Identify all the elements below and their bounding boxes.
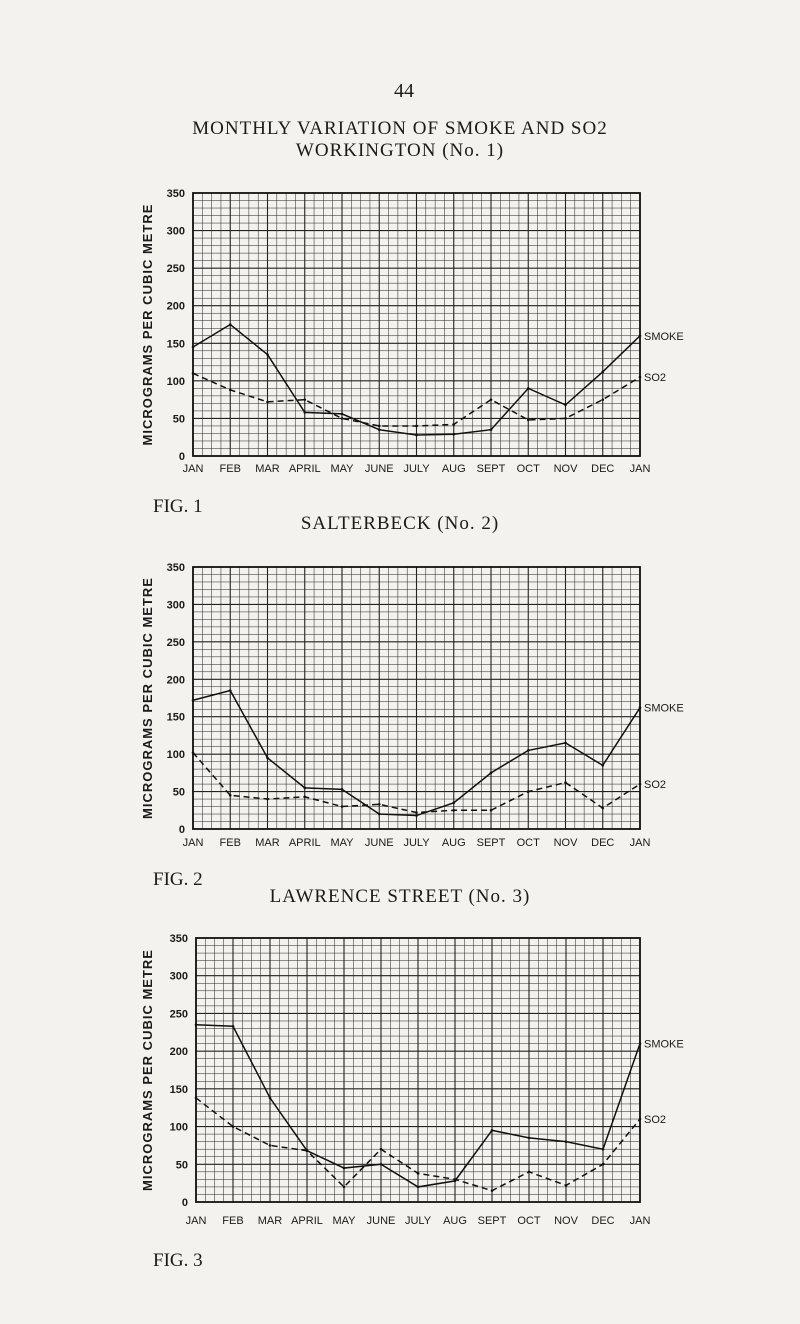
- y-tick-label: 200: [166, 300, 185, 313]
- page-number: 44: [394, 80, 414, 102]
- y-tick-label: 150: [166, 338, 185, 351]
- data-point-so2: [639, 1118, 642, 1121]
- x-tick-label: SEPT: [477, 1215, 507, 1227]
- y-tick-label: 350: [166, 562, 185, 574]
- x-tick-label: MAY: [330, 463, 354, 475]
- grid: [196, 938, 640, 1202]
- x-tick-label: JAN: [629, 463, 651, 475]
- x-tick-label: APRIL: [291, 1215, 323, 1227]
- y-tick-label: 50: [172, 413, 185, 426]
- x-tick-label: MAY: [332, 1215, 356, 1227]
- x-tick-label: JUNE: [364, 463, 394, 475]
- data-point-smoke: [639, 1042, 642, 1045]
- x-tick-label: JULY: [403, 837, 430, 849]
- x-tick-label: JULY: [403, 463, 430, 475]
- y-tick-label: 350: [169, 933, 188, 945]
- data-point-smoke: [380, 1163, 383, 1166]
- series-label-smoke: SMOKE: [644, 1038, 684, 1051]
- data-point-so2: [232, 1125, 235, 1128]
- x-tick-label: DEC: [591, 837, 615, 849]
- x-tick-label: NOV: [553, 837, 578, 849]
- chart-2-figure-label: FIG. 2: [153, 869, 203, 890]
- data-point-so2: [343, 1186, 346, 1189]
- x-tick-label: JUNE: [366, 1215, 396, 1227]
- y-tick-label: 350: [166, 188, 185, 200]
- x-tick-label: FEB: [222, 1215, 244, 1227]
- y-tick-label: 300: [169, 970, 188, 983]
- y-tick-label: 100: [169, 1121, 188, 1134]
- x-tick-label: MAR: [257, 1215, 283, 1227]
- x-tick-label: NOV: [553, 463, 578, 475]
- y-tick-label: 300: [166, 599, 185, 612]
- data-point-so2: [602, 1163, 605, 1166]
- chart-1-title: WORKINGTON (No. 1): [295, 140, 505, 161]
- y-axis-label: MICROGRAMS PER CUBIC METRE: [140, 949, 155, 1191]
- y-tick-label: 50: [172, 786, 185, 799]
- y-axis-label: MICROGRAMS PER CUBIC METRE: [140, 577, 155, 819]
- y-tick-label: 100: [166, 749, 185, 762]
- y-tick-label: 100: [166, 375, 185, 388]
- y-tick-label: 150: [169, 1083, 188, 1096]
- y-tick-label: 250: [166, 263, 185, 276]
- data-point-smoke: [232, 1025, 235, 1028]
- data-point-smoke: [269, 1097, 272, 1100]
- y-tick-label: 200: [169, 1046, 188, 1059]
- x-tick-label: JAN: [182, 837, 204, 849]
- x-tick-label: OCT: [516, 837, 540, 849]
- x-tick-label: MAR: [255, 837, 280, 849]
- data-point-so2: [528, 1171, 531, 1174]
- data-point-so2: [417, 1172, 420, 1175]
- x-tick-label: MAR: [255, 463, 280, 475]
- data-point-smoke: [417, 1186, 420, 1189]
- y-tick-label: 150: [166, 711, 185, 724]
- y-tick-label: 250: [169, 1008, 188, 1021]
- x-tick-label: JAN: [629, 837, 651, 849]
- x-tick-label: DEC: [591, 463, 615, 475]
- chart-2-title: SALTERBECK (No. 2): [300, 513, 500, 534]
- chart-1-figure-label: FIG. 1: [153, 496, 203, 517]
- x-tick-label: NOV: [554, 1215, 578, 1227]
- series-label-so2: SO2: [644, 779, 667, 792]
- x-tick-label: JULY: [404, 1215, 432, 1227]
- data-point-so2: [269, 1144, 272, 1147]
- series-label-so2: SO2: [644, 372, 667, 385]
- data-point-so2: [380, 1148, 383, 1151]
- x-tick-label: AUG: [443, 1215, 467, 1227]
- series-label-so2: SO2: [644, 1114, 667, 1127]
- x-tick-label: APRIL: [288, 463, 321, 475]
- y-tick-label: 50: [175, 1159, 188, 1172]
- data-point-so2: [491, 1189, 494, 1192]
- x-tick-label: AUG: [441, 463, 466, 475]
- x-tick-label: DEC: [591, 1215, 615, 1227]
- data-point-smoke: [491, 1129, 494, 1132]
- x-tick-label: MAY: [330, 837, 354, 849]
- data-point-smoke: [528, 1137, 531, 1140]
- data-point-smoke: [602, 1148, 605, 1151]
- x-tick-label: OCT: [517, 1215, 541, 1227]
- x-tick-label: APRIL: [288, 837, 321, 849]
- series-label-smoke: SMOKE: [644, 330, 684, 343]
- data-point-smoke: [343, 1167, 346, 1170]
- data-point-so2: [195, 1097, 198, 1100]
- x-tick-label: FEB: [219, 463, 241, 475]
- y-tick-label: 250: [166, 636, 185, 649]
- x-tick-label: JUNE: [364, 837, 394, 849]
- data-point-so2: [306, 1149, 309, 1152]
- data-point-so2: [454, 1178, 457, 1181]
- figure-main-title: MONTHLY VARIATION OF SMOKE AND SO2: [192, 118, 608, 139]
- chart-3-title: LAWRENCE STREET (No. 3): [269, 886, 531, 907]
- x-tick-label: FEB: [219, 837, 241, 849]
- y-tick-label: 0: [178, 824, 185, 836]
- x-tick-label: JAN: [185, 1215, 207, 1227]
- data-point-smoke: [195, 1023, 198, 1026]
- y-tick-label: 0: [181, 1197, 188, 1209]
- x-tick-label: SEPT: [476, 837, 506, 849]
- y-tick-label: 0: [178, 451, 185, 463]
- series-label-smoke: SMOKE: [644, 702, 684, 715]
- x-tick-label: JAN: [182, 463, 204, 475]
- data-point-so2: [565, 1184, 568, 1187]
- chart-3-figure-label: FIG. 3: [153, 1250, 203, 1271]
- x-tick-label: SEPT: [476, 463, 506, 475]
- y-axis-label: MICROGRAMS PER CUBIC METRE: [140, 203, 155, 446]
- data-point-smoke: [565, 1140, 568, 1143]
- y-tick-label: 300: [166, 225, 185, 238]
- y-tick-label: 200: [166, 674, 185, 687]
- x-tick-label: AUG: [441, 837, 466, 849]
- x-tick-label: JAN: [629, 1215, 651, 1227]
- x-tick-label: OCT: [516, 463, 540, 475]
